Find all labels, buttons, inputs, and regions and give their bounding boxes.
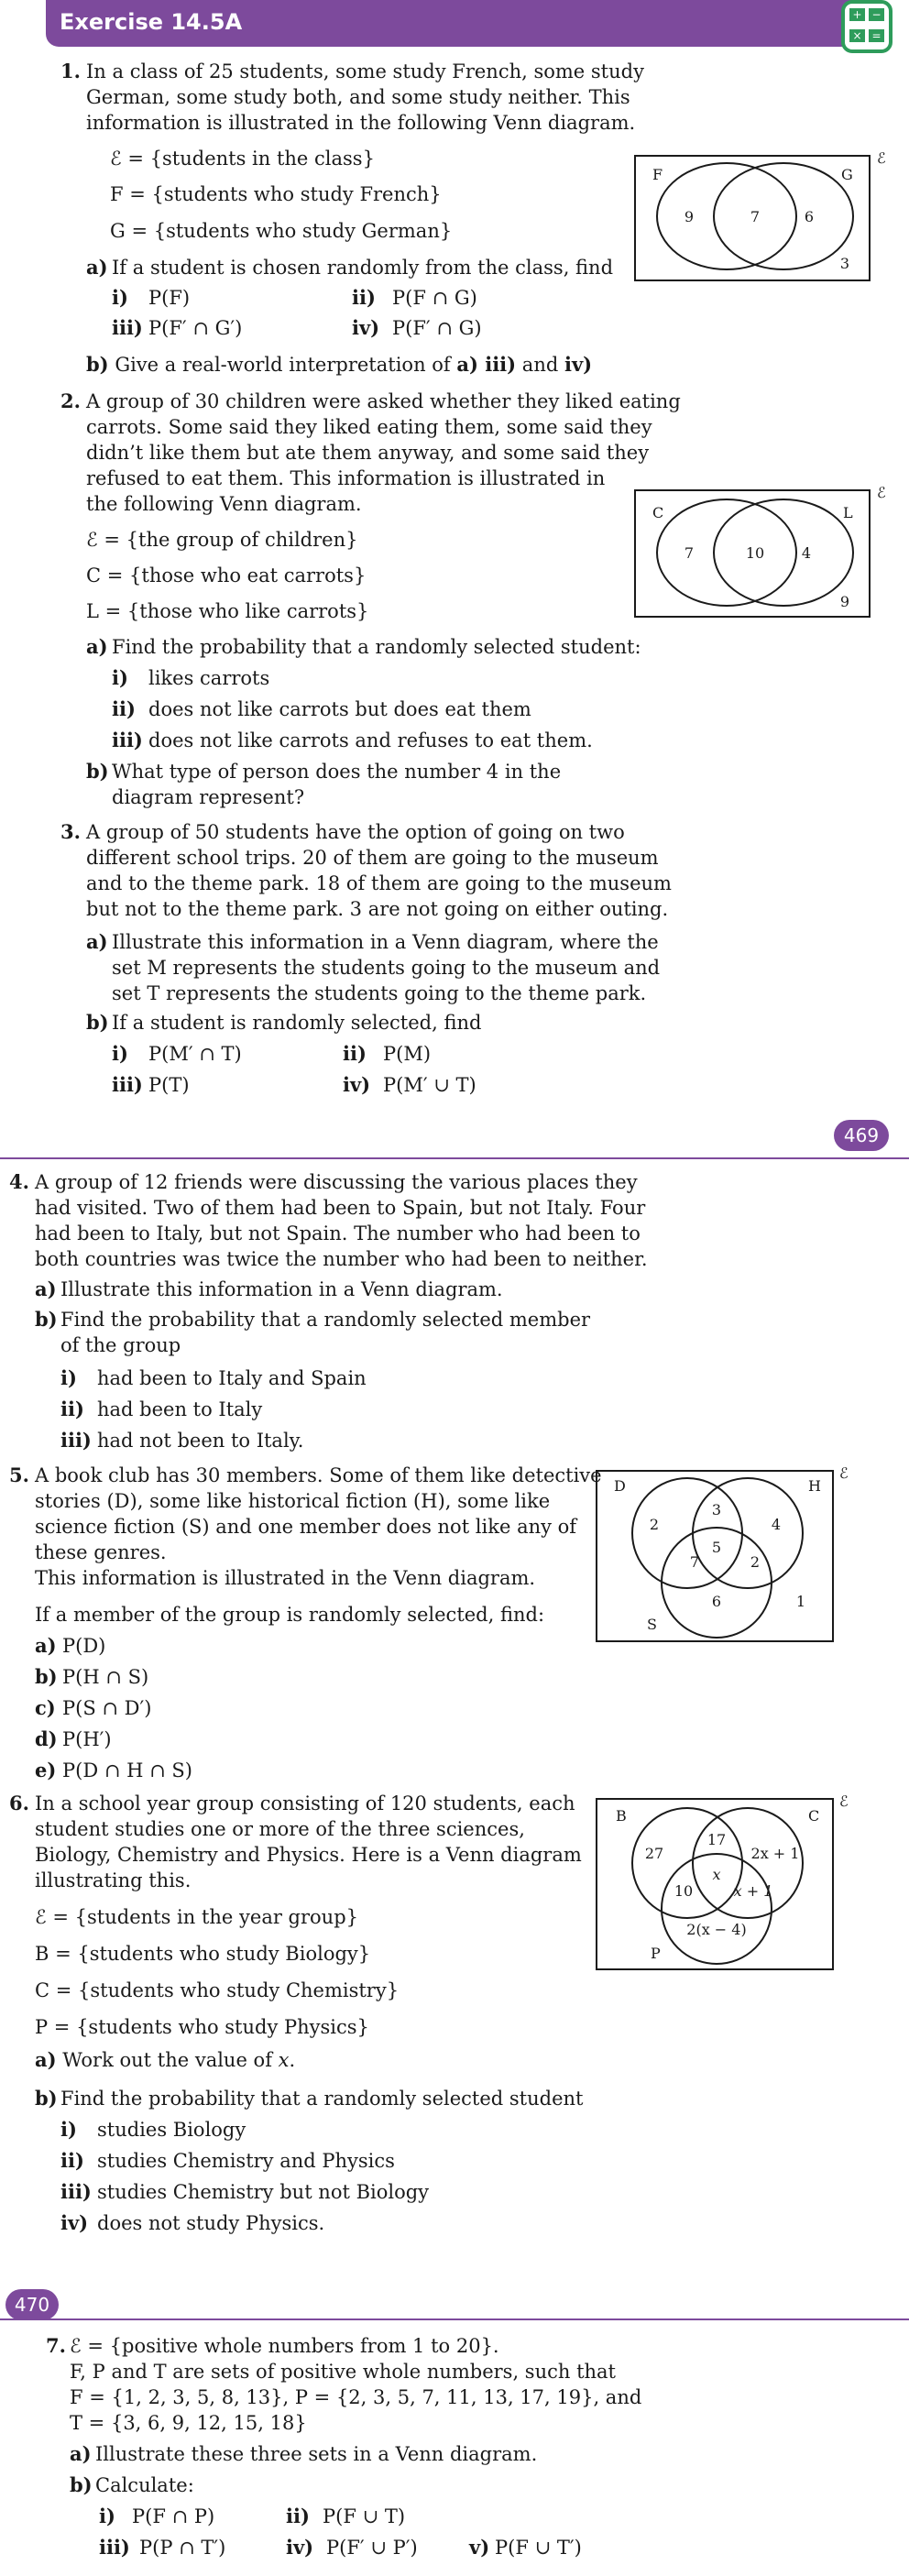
question-text-line: A group of 50 students have the option of going on two — [86, 821, 625, 843]
subpart-label: iii) — [60, 1429, 92, 1452]
subpart-label: i) — [112, 286, 128, 309]
subpart-label: i) — [99, 2505, 115, 2527]
region-neither: 9 — [839, 593, 850, 610]
question-text-line: had visited. Two of them had been to Spain, but not Italy. Four — [35, 1197, 646, 1219]
part-text: Find the probability that a randomly selected member — [60, 1309, 591, 1331]
set-label-c: C — [652, 504, 664, 521]
question-number: 3. — [60, 820, 81, 843]
subpart-text: studies Biology — [97, 2119, 246, 2141]
question-intro: If a member of the group is randomly selected, find: — [35, 1604, 545, 1626]
subpart-label: iv) — [60, 2211, 89, 2234]
region-only-s: 6 — [711, 1593, 722, 1610]
region-d-and-s: 7 — [689, 1553, 700, 1571]
region-only-p: 2(x − 4) — [686, 1921, 747, 1938]
question-text-line: This information is illustrated in the Venn diagram. — [35, 1567, 536, 1589]
region-c-and-p: x + 1 — [733, 1882, 773, 1900]
universal-set-label: ℰ — [839, 1464, 849, 1482]
universal-set-label: ℰ — [839, 1792, 849, 1810]
subpart-text: studies Chemistry but not Biology — [97, 2181, 430, 2203]
subpart-label: iv) — [343, 1073, 371, 1096]
part-reference: a) iii) — [456, 353, 517, 376]
subpart-label: iv) — [286, 2536, 314, 2559]
question-text-line: In a class of 25 students, some study French, some study — [86, 60, 644, 82]
venn-diagram-q6 — [594, 1790, 860, 1973]
subpart-text: P(F′ ∩ G) — [392, 317, 482, 339]
region-only-l: 4 — [801, 544, 812, 562]
set-label-d: D — [614, 1477, 626, 1495]
calculator-icon: + − × = — [841, 0, 893, 53]
subpart-text: P(M) — [383, 1043, 432, 1065]
question-text-line: A group of 30 children were asked whether they liked eating — [86, 390, 681, 412]
subpart-text: had been to Italy and Spain — [97, 1367, 367, 1389]
universal-set-box — [597, 1799, 833, 1969]
question-text-line: these genres. — [35, 1541, 167, 1563]
question-text-line: F, P and T are sets of positive whole numbers, such that — [70, 2361, 616, 2383]
subpart-label: iii) — [112, 729, 143, 751]
part-label: b) — [35, 2087, 58, 2110]
universal-set-label: ℰ — [877, 149, 886, 167]
question-text-line: ℰ = {positive whole numbers from 1 to 20}. — [70, 2335, 499, 2357]
page-number-badge: 470 — [5, 2289, 59, 2320]
variable-x: x — [278, 2049, 290, 2071]
region-neither: 1 — [795, 1593, 806, 1610]
subpart-text: P(M′ ∪ T) — [383, 1074, 476, 1096]
subpart-label: iii) — [99, 2536, 130, 2559]
subpart-text: studies Chemistry and Physics — [97, 2150, 395, 2172]
set-label-s: S — [647, 1616, 657, 1633]
subpart-text: had been to Italy — [97, 1398, 263, 1420]
question-text-line: T = {3, 6, 9, 12, 15, 18} — [70, 2412, 307, 2434]
question-text-line: stories (D), some like historical fiction (H), some like — [35, 1490, 551, 1512]
subpart-text: P(F′ ∩ G′) — [148, 317, 243, 339]
part-text: Give a real-world interpretation of — [115, 354, 451, 376]
venn-diagram-q1 — [632, 147, 889, 284]
part-label: d) — [35, 1727, 58, 1750]
set-circle-g — [714, 163, 853, 269]
question-text-line: the following Venn diagram. — [86, 493, 362, 515]
part-label: a) — [35, 1277, 57, 1300]
question-text-line: didn’t like them but ate them anyway, and some said they — [86, 442, 650, 464]
subpart-text: does not like carrots and refuses to eat them. — [148, 729, 593, 751]
part-text: What type of person does the number 4 in the — [112, 761, 562, 783]
set-definition: G = {students who study German} — [110, 220, 453, 242]
part-a-line — [35, 2047, 295, 2073]
region-neither: 3 — [839, 255, 850, 272]
set-definition: ℰ = {students in the year group} — [35, 1906, 359, 1928]
region-c-and-l: 10 — [745, 544, 765, 562]
question-text-line: student studies one or more of the three sciences, — [35, 1818, 525, 1840]
subpart-label: ii) — [60, 2149, 84, 2172]
subpart-label: iii) — [112, 1073, 143, 1096]
subpart-label: ii) — [60, 1398, 84, 1420]
set-definition: ℰ = {students in the class} — [110, 148, 375, 170]
set-definition: C = {those who eat carrots} — [86, 565, 367, 586]
set-label-b: B — [616, 1807, 627, 1825]
subpart-text: P(M′ ∩ T) — [148, 1043, 242, 1065]
part-text: Find the probability that a randomly selected student — [60, 2088, 584, 2110]
page-divider — [0, 2318, 909, 2320]
part-label: c) — [35, 1696, 56, 1719]
part-label: b) — [86, 353, 109, 376]
part-label: a) — [35, 1634, 57, 1657]
region-only-f: 9 — [684, 208, 695, 225]
set-definition: B = {students who study Biology} — [35, 1943, 371, 1965]
region-only-h: 4 — [771, 1516, 782, 1533]
part-text: If a student is chosen randomly from the class, find — [112, 257, 614, 279]
subpart-label: ii) — [112, 697, 136, 720]
question-text-line: science fiction (S) and one member does not like any of — [35, 1516, 577, 1538]
question-text-line: In a school year group consisting of 120 students, each — [35, 1792, 575, 1814]
question-number: 7. — [46, 2334, 66, 2357]
question-text-line: A group of 12 friends were discussing the various places they — [35, 1171, 638, 1193]
subpart-label: i) — [112, 1042, 128, 1065]
subpart-text: does not like carrots but does eat them — [148, 698, 531, 720]
subpart-text: P(F′ ∪ P′) — [326, 2537, 418, 2559]
subpart-text: P(F ∪ T) — [323, 2505, 406, 2527]
part-label: b) — [70, 2473, 93, 2496]
part-text: . — [289, 2049, 296, 2071]
part-reference: iv) — [564, 353, 593, 376]
subpart-label: i) — [60, 2118, 77, 2141]
set-label-p: P — [651, 1945, 661, 1962]
subpart-text: does not study Physics. — [97, 2212, 325, 2234]
region-b-and-p: 10 — [674, 1882, 694, 1900]
part-text: Illustrate these three sets in a Venn diagram. — [95, 2443, 538, 2465]
part-text: Illustrate this information in a Venn diagram. — [60, 1278, 503, 1300]
question-text-line: F = {1, 2, 3, 5, 8, 13}, P = {2, 3, 5, 7, 11, 13, 17, 19}, and — [70, 2386, 642, 2408]
part-text: set M represents the students going to the museum and — [112, 957, 661, 979]
universal-set-label: ℰ — [877, 484, 886, 501]
part-text: P(S ∩ D′) — [62, 1697, 152, 1719]
subpart-text: P(F ∪ T′) — [495, 2537, 582, 2559]
question-text-line: illustrating this. — [35, 1869, 192, 1891]
subpart-text: had not been to Italy. — [97, 1430, 304, 1452]
subpart-label: i) — [60, 1366, 77, 1389]
part-text: diagram represent? — [112, 786, 305, 808]
set-circle-f — [657, 163, 796, 269]
subpart-label: v) — [469, 2536, 490, 2559]
set-definition: C = {students who study Chemistry} — [35, 1979, 400, 2001]
part-label: a) — [86, 930, 108, 953]
part-label: b) — [86, 1011, 109, 1034]
region-f-and-g: 7 — [750, 208, 761, 225]
subpart-text: P(F ∩ G) — [392, 287, 477, 309]
question-number: 2. — [60, 389, 81, 412]
region-d-and-h: 3 — [711, 1501, 722, 1518]
set-definition: ℰ = {the group of children} — [86, 529, 358, 551]
question-text-line: refused to eat them. This information is illustrated in — [86, 467, 606, 489]
part-text: and — [521, 354, 559, 376]
set-circle-d — [632, 1478, 742, 1588]
region-only-b: 27 — [644, 1845, 664, 1862]
region-h-and-s: 2 — [750, 1553, 761, 1571]
page-divider — [0, 1157, 909, 1159]
question-text-line: both countries was twice the number who had been to neither. — [35, 1248, 648, 1270]
subpart-label: iii) — [112, 316, 143, 339]
question-number: 6. — [9, 1792, 29, 1814]
subpart-label: ii) — [352, 286, 376, 309]
question-text-line: carrots. Some said they liked eating them, some said they — [86, 416, 652, 438]
subpart-text: likes carrots — [148, 667, 270, 689]
subpart-label: ii) — [286, 2505, 310, 2527]
question-text-line: information is illustrated in the following Venn diagram. — [86, 112, 636, 134]
part-text: Find the probability that a randomly selected student: — [112, 636, 641, 658]
subpart-text: P(F) — [148, 287, 191, 309]
set-label-g: G — [841, 166, 853, 183]
question-number: 4. — [9, 1170, 29, 1193]
set-label-h: H — [808, 1477, 821, 1495]
subpart-text: P(T) — [148, 1074, 190, 1096]
region-b-and-c: 17 — [706, 1831, 727, 1848]
question-text-line: and to the theme park. 18 of them are going to the museum — [86, 872, 672, 894]
part-label: a) — [86, 635, 108, 658]
part-label: a) — [70, 2442, 92, 2465]
part-text: P(H ∩ S) — [62, 1666, 149, 1688]
set-label-c: C — [808, 1807, 820, 1825]
region-d-h-s: 5 — [711, 1539, 722, 1556]
question-text-line: German, some study both, and some study neither. This — [86, 86, 630, 108]
part-text: Calculate: — [95, 2474, 194, 2496]
part-text: Work out the value of — [62, 2049, 272, 2071]
set-definition: F = {students who study French} — [110, 183, 442, 205]
question-text-line: A book club has 30 members. Some of them like detective — [35, 1464, 602, 1486]
part-text: P(D ∩ H ∩ S) — [62, 1759, 192, 1781]
question-number: 5. — [9, 1463, 29, 1486]
set-definition: L = {those who like carrots} — [86, 600, 369, 622]
subpart-text: P(P ∩ T′) — [139, 2537, 226, 2559]
set-circle-c — [657, 499, 796, 606]
part-text: P(D) — [62, 1635, 106, 1657]
region-b-c-p: x — [712, 1866, 721, 1883]
part-label: b) — [35, 1308, 58, 1331]
part-text: of the group — [60, 1334, 181, 1356]
part-label: a) — [86, 256, 108, 279]
region-only-d: 2 — [649, 1516, 660, 1533]
set-label-f: F — [652, 166, 663, 183]
part-label: a) — [35, 2048, 57, 2071]
venn-diagram-q2 — [632, 481, 889, 620]
subpart-text: P(F ∩ P) — [132, 2505, 215, 2527]
question-text-line: Biology, Chemistry and Physics. Here is a Venn diagram — [35, 1844, 582, 1866]
question-text-line: but not to the theme park. 3 are not going on either outing. — [86, 898, 669, 920]
subpart-label: iii) — [60, 2180, 92, 2203]
part-label: e) — [35, 1759, 57, 1781]
set-label-l: L — [843, 504, 853, 521]
subpart-label: ii) — [343, 1042, 367, 1065]
part-b-line — [86, 352, 592, 378]
part-label: b) — [35, 1665, 58, 1688]
venn-diagram-q5 — [594, 1462, 860, 1645]
page-number-badge: 469 — [834, 1120, 889, 1151]
question-text-line: different school trips. 20 of them are going to the museum — [86, 847, 659, 869]
part-label: b) — [86, 760, 109, 783]
region-only-c: 7 — [684, 544, 695, 562]
question-text-line: had been to Italy, but not Spain. The number who had been to — [35, 1222, 641, 1244]
set-definition: P = {students who study Physics} — [35, 2016, 369, 2038]
set-circle-l — [714, 499, 853, 606]
region-only-g: 6 — [804, 208, 815, 225]
exercise-title: Exercise 14.5A — [60, 9, 243, 35]
subpart-label: iv) — [352, 316, 380, 339]
part-text: If a student is randomly selected, find — [112, 1012, 482, 1034]
part-text: Illustrate this information in a Venn diagram, where the — [112, 931, 659, 953]
part-text: set T represents the students going to the theme park. — [112, 982, 647, 1004]
set-circle-h — [693, 1478, 803, 1588]
region-only-c: 2x + 1 — [750, 1845, 800, 1862]
question-number: 1. — [60, 60, 81, 82]
subpart-label: i) — [112, 666, 128, 689]
part-text: P(H′) — [62, 1728, 112, 1750]
